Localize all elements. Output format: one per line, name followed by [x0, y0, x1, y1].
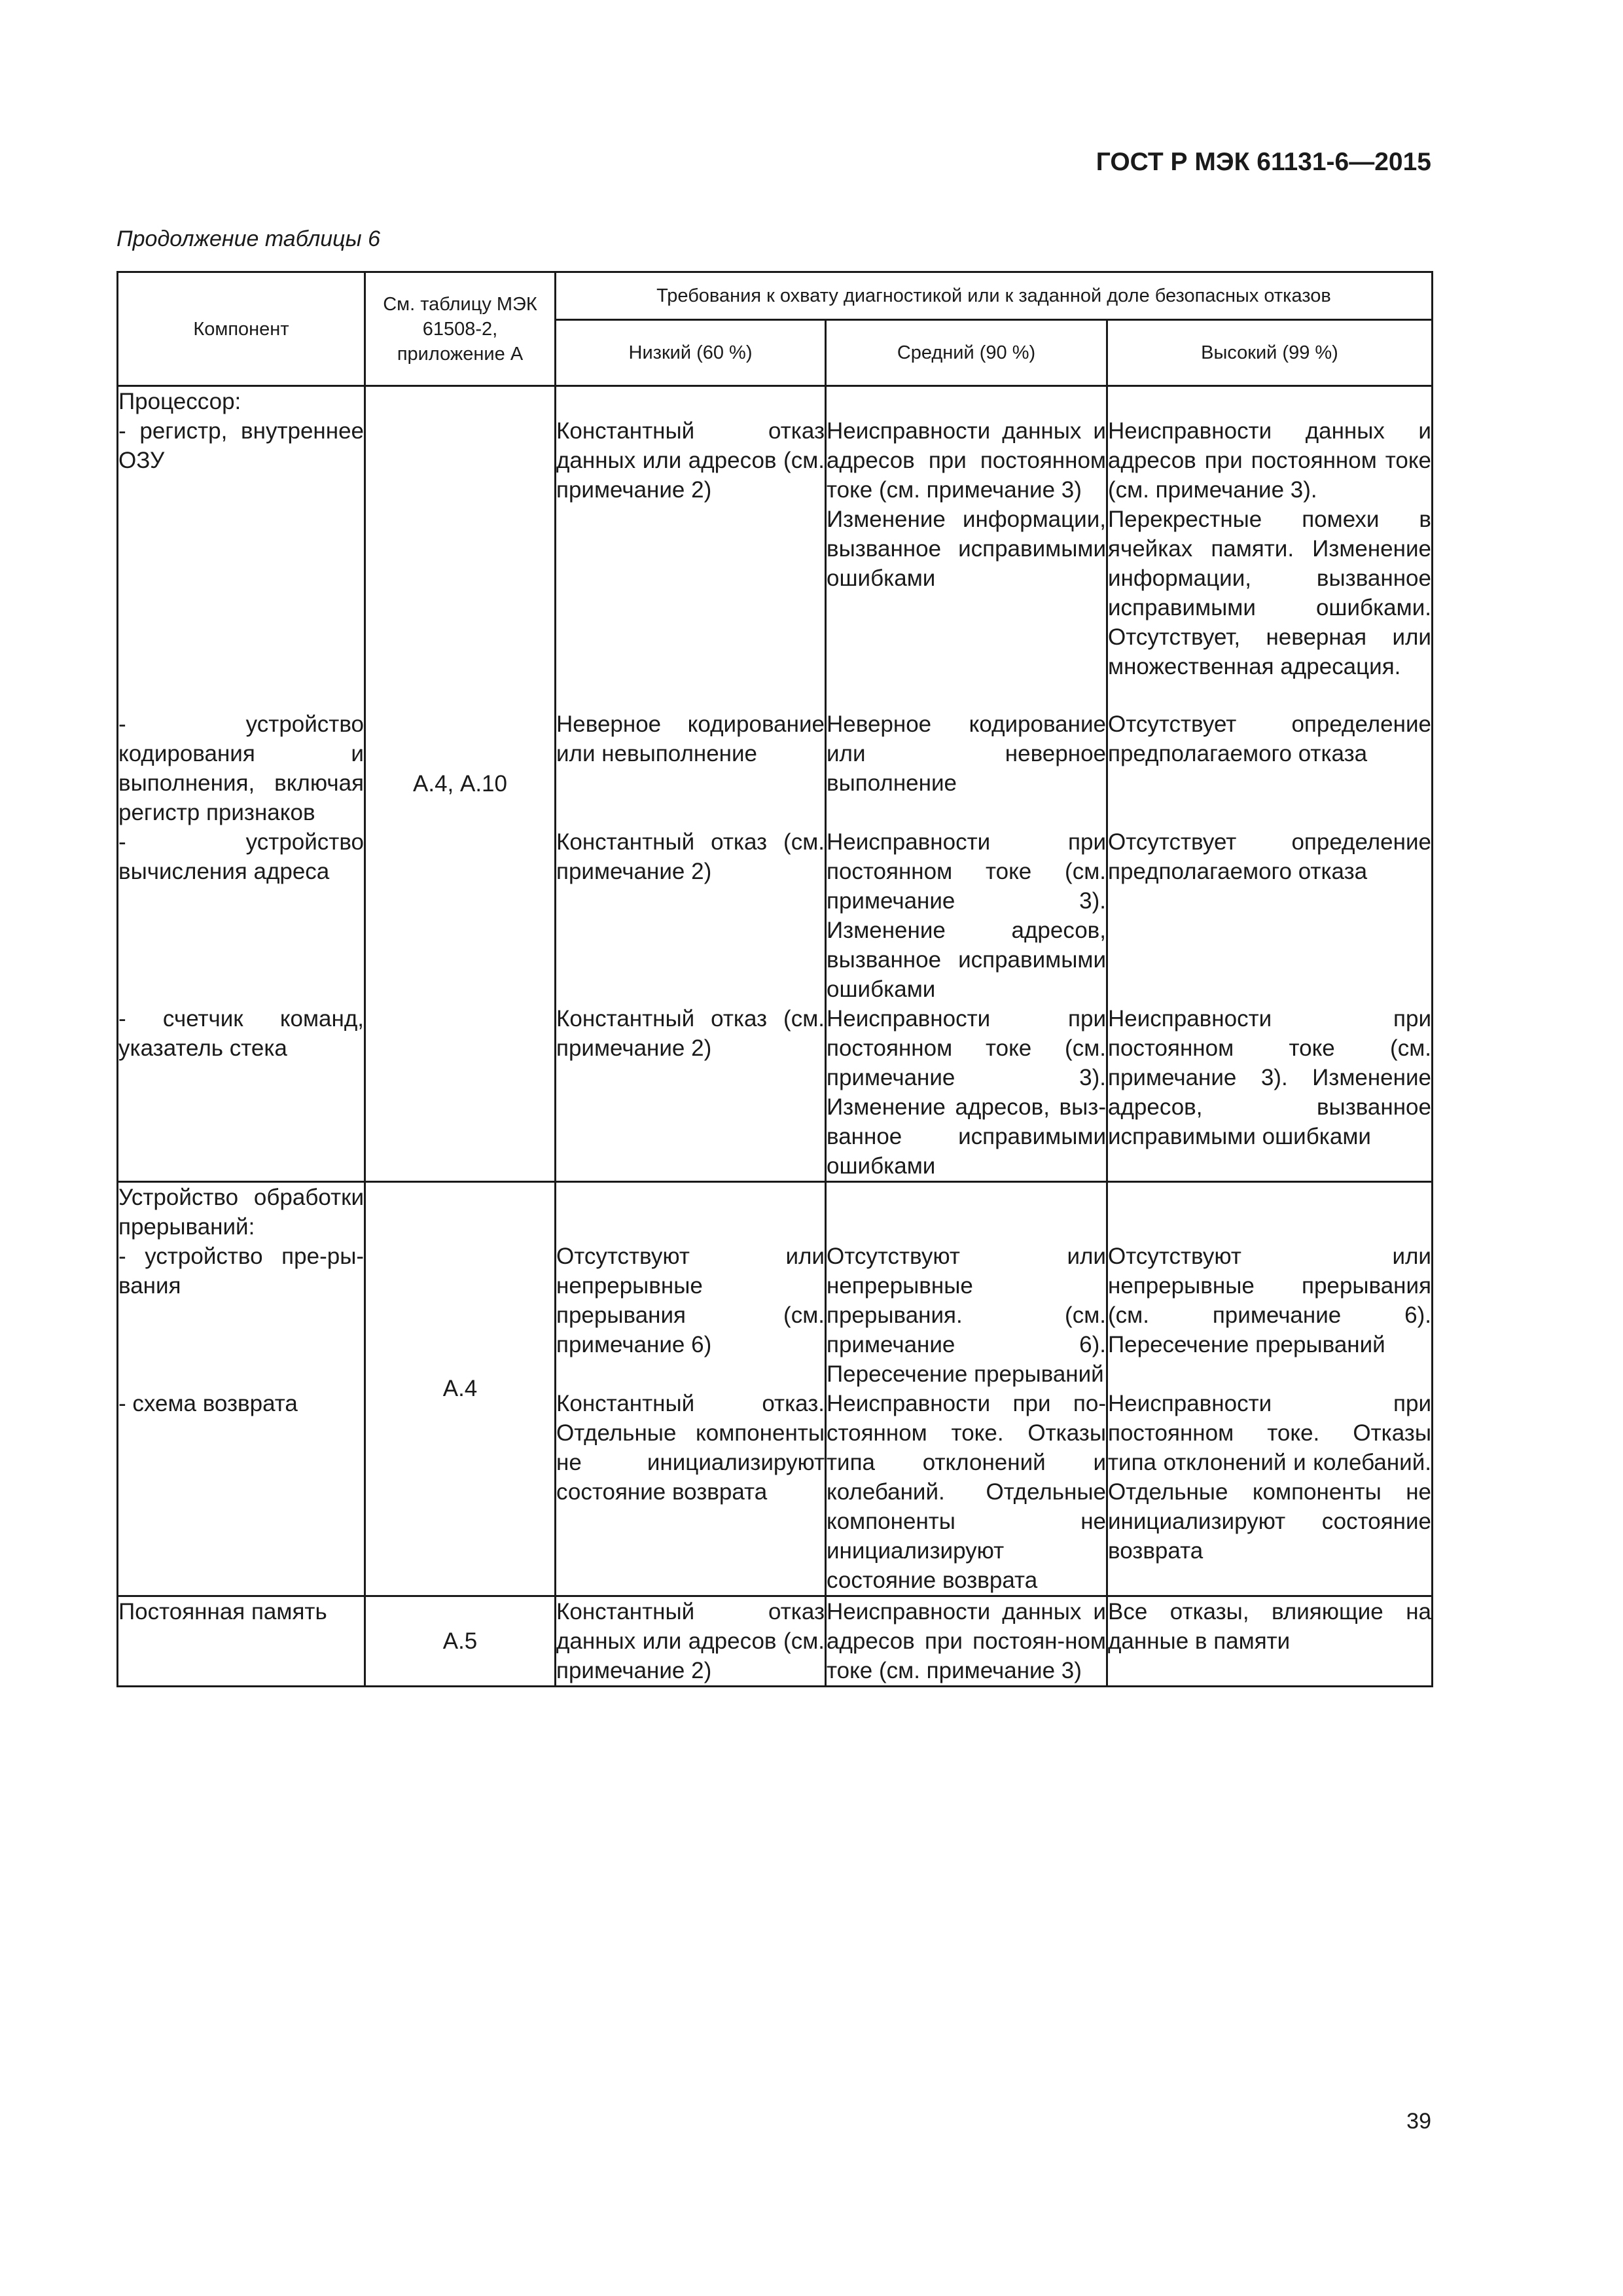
- component-text: - схема возврата: [118, 1391, 298, 1416]
- reference-cell: А.4: [365, 1182, 556, 1596]
- high-cell: [1107, 1182, 1433, 1596]
- reference-cell: А.5: [365, 1596, 556, 1687]
- medium-text: Неисправности при постоянном токе (см. примечание 3). Изменение адресов, вызванное исправимыми ошибками: [827, 829, 1106, 1002]
- medium-cell: [826, 386, 1107, 1182]
- high-text: Неисправности данных и адресов при постоянном токе (см. примечание 3). Перекрестные помехи в ячейках памяти. Изменение информации, вызванное исправимыми ошибками. Отсутствует, неверная или множественная адресация.: [1108, 418, 1431, 679]
- header-medium: Средний (90 %): [826, 320, 1107, 386]
- component-cell: [118, 1596, 365, 1687]
- high-text: Отсутствует определение предполагаемого отказа: [1108, 829, 1431, 884]
- medium-text: Неисправности при постоянном токе (см. примечание 3). Изменение адресов, выз-ванное исправимыми ошибками: [827, 1006, 1106, 1179]
- high-text: Неисправности при постоянном токе (см. примечание 3). Изменение адресов, вызванное исправимыми ошибками: [1108, 1006, 1431, 1149]
- header-requirements: Требования к охвату диагностикой или к заданной доле безопасных отказов: [556, 272, 1433, 320]
- reference-cell: А.4, А.10: [365, 386, 556, 1182]
- low-cell: [556, 1596, 826, 1687]
- low-cell: [556, 1182, 826, 1596]
- low-text: Неверное кодирование или невыполнение: [556, 711, 825, 766]
- component-text: Устройство обработки прерываний: - устройство пре-ры-вания: [118, 1185, 364, 1299]
- low-text: Константный отказ данных или адресов (см. примечание 2): [556, 1599, 825, 1683]
- requirements-table: [116, 271, 1433, 1687]
- low-text: Отсутствуют или непрерывные прерывания (см. примечание 6): [556, 1244, 825, 1357]
- high-text: Отсутствует определение предполагаемого отказа: [1108, 711, 1431, 766]
- header-reference: См. таблицу МЭК 61508-2, приложение А: [365, 272, 556, 386]
- table-row: [118, 1182, 1433, 1596]
- component-text: Постоянная память: [118, 1599, 327, 1624]
- low-text: Константный отказ данных или адресов (см. примечание 2): [556, 418, 825, 503]
- high-cell: [1107, 1596, 1433, 1687]
- header-low: Низкий (60 %): [556, 320, 826, 386]
- standard-designation: ГОСТ Р МЭК 61131-6—2015: [1096, 148, 1431, 176]
- table-row: [118, 386, 1433, 1182]
- header-component: Компонент: [118, 272, 365, 386]
- component-text: - устройство вычисления адреса: [118, 829, 364, 884]
- component-cell: [118, 386, 365, 1182]
- component-text: - устройство кодирования и выполнения, включая регистр признаков: [118, 711, 364, 825]
- low-cell: [556, 386, 826, 1182]
- medium-text: Неисправности данных и адресов при постоянном токе (см. примечание 3) Изменение информации, вызванное исправимыми ошибками: [827, 418, 1106, 591]
- header-high: Высокий (99 %): [1107, 320, 1433, 386]
- low-text: Константный отказ (см. примечание 2): [556, 829, 825, 884]
- component-cell: [118, 1182, 365, 1596]
- medium-text: Неисправности при по-стоянном токе. Отказы типа отклонений и колебаний. Отдельные компоненты не инициализируют состояние возврата: [827, 1391, 1106, 1593]
- medium-text: Отсутствуют или непрерывные прерывания. (см. примечание 6). Пересечение прерываний: [827, 1244, 1106, 1387]
- medium-text: Неисправности данных и адресов при постоян-ном токе (см. примечание 3): [827, 1599, 1106, 1683]
- page-number: 39: [1406, 2109, 1431, 2134]
- component-text: - счетчик команд, указатель стека: [118, 1006, 364, 1061]
- table-caption: Продолжение таблицы 6: [116, 226, 380, 251]
- medium-cell: [826, 1596, 1107, 1687]
- high-text: Неисправности при постоянном токе. Отказы типа отклонений и колебаний. Отдельные компоненты не инициализируют состояние возврата: [1108, 1391, 1431, 1564]
- low-text: Константный отказ (см. примечание 2): [556, 1006, 825, 1061]
- table-row: [118, 1596, 1433, 1687]
- high-text: Отсутствуют или непрерывные прерывания (см. примечание 6). Пересечение прерываний: [1108, 1244, 1431, 1357]
- medium-cell: [826, 1182, 1107, 1596]
- high-text: Все отказы, влияющие на данные в памяти: [1108, 1599, 1431, 1654]
- high-cell: [1107, 386, 1433, 1182]
- medium-text: Неверное кодирование или неверное выполнение: [827, 711, 1106, 796]
- low-text: Константный отказ. Отдельные компоненты не инициализируют состояние возврата: [556, 1391, 825, 1505]
- component-text: Процессор: - регистр, внутреннее ОЗУ: [118, 389, 364, 473]
